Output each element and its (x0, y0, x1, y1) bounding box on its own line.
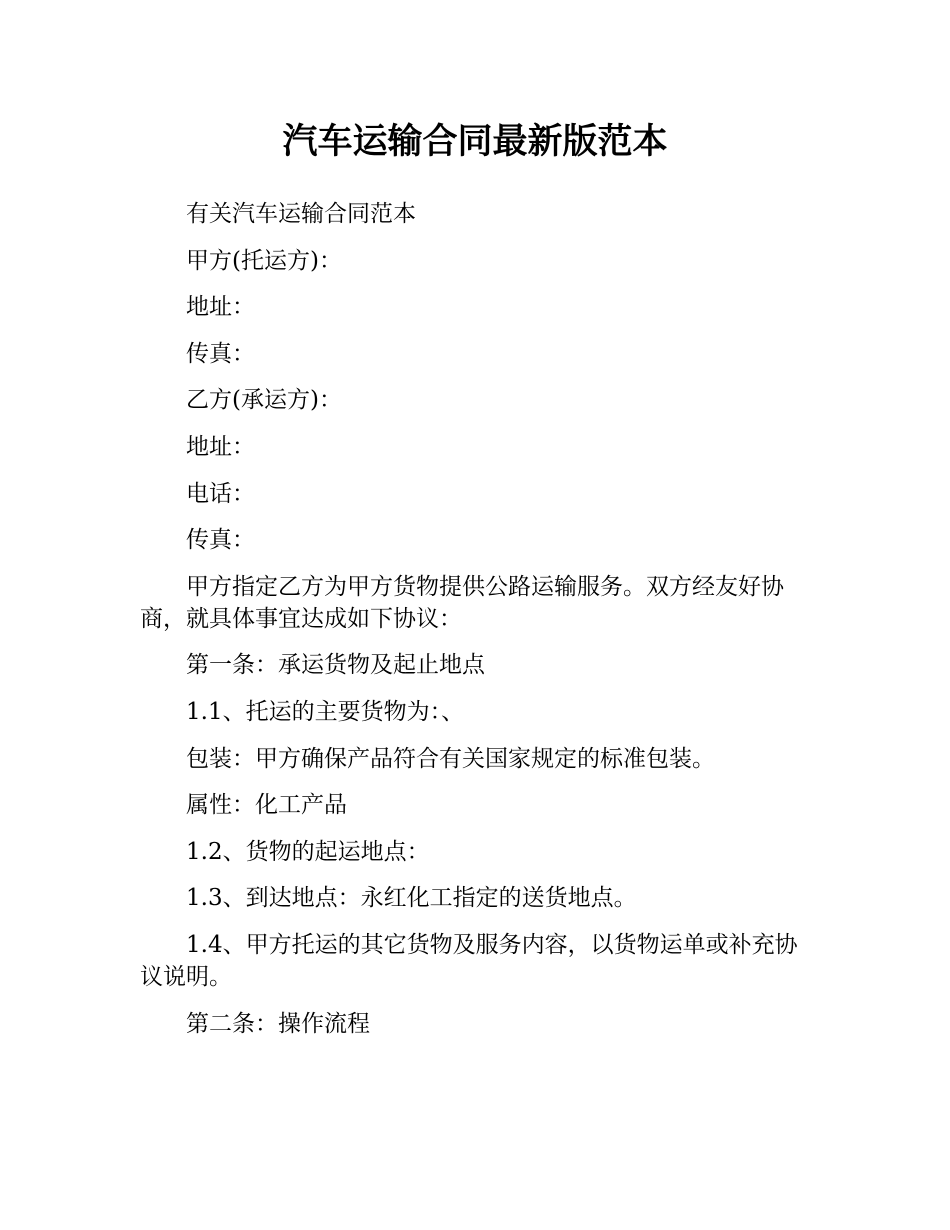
paragraph: 乙方(承运方)： (186, 387, 342, 414)
paragraph: 电话： (186, 480, 255, 507)
paragraph: 甲方指定乙方为甲方货物提供公路运输服务。双方经友好协商，就具体事宜达成如下协议： (140, 573, 784, 632)
paragraph: 传真： (186, 340, 255, 367)
paragraph: 1.1、托运的主要货物为：、 (186, 698, 465, 725)
paragraph: 1.4、甲方托运的其它货物及服务内容，以货物运单或补充协议说明。 (140, 931, 798, 990)
paragraph: 包装：甲方确保产品符合有关国家规定的标准包装。 (186, 745, 715, 772)
paragraph: 甲方(托运方)： (186, 247, 342, 274)
paragraph: 属性：化工产品 (186, 792, 347, 819)
paragraph: 第一条：承运货物及起止地点 (186, 652, 485, 679)
paragraph: 1.2、货物的起运地点： (186, 838, 430, 865)
paragraph: 传真： (186, 527, 255, 554)
document-title: 汽车运输合同最新版范本 (282, 122, 668, 162)
paragraph: 地址： (186, 294, 255, 321)
document-body (140, 198, 812, 1054)
paragraph: 第二条：操作流程 (186, 1010, 370, 1037)
paragraph: 1.3、到达地点：永红化工指定的送货地点。 (186, 885, 637, 912)
paragraph: 地址： (186, 433, 255, 460)
paragraph: 有关汽车运输合同范本 (186, 201, 416, 227)
